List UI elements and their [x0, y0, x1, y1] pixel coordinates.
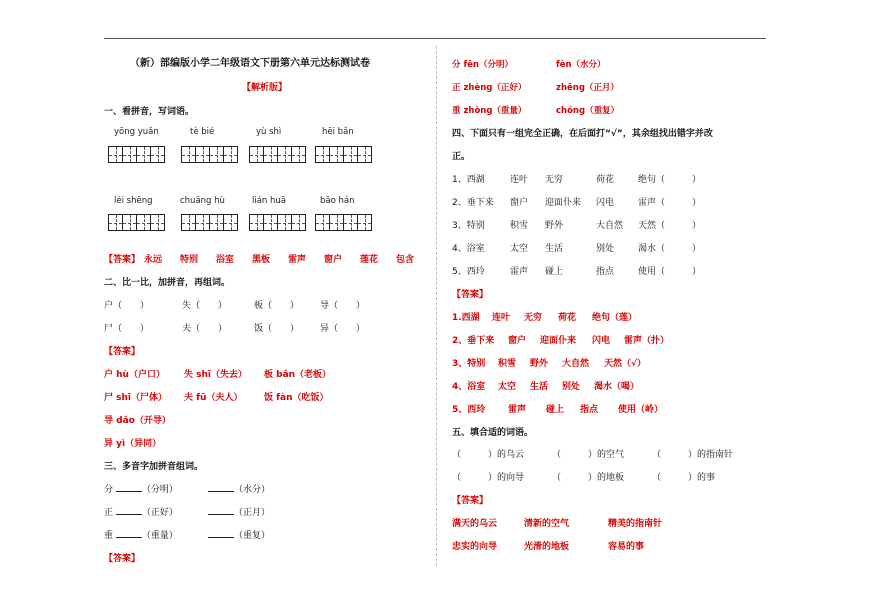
header-rule — [104, 38, 766, 39]
q3-row — [104, 482, 178, 495]
q5-answer-label: 【答案】 — [452, 496, 489, 506]
q2-answer: 异 yì（异同） — [104, 439, 162, 449]
q4-answer-label: 【答案】 — [452, 290, 489, 300]
q5-answer: 光滑的地板 — [524, 542, 570, 552]
q4-cell: 太空 — [510, 244, 529, 254]
q5-item: （ ）的事 — [652, 473, 716, 483]
q4-answer-cell: 1.西湖 — [452, 313, 480, 323]
q5-item: （ ）的向导 — [452, 473, 525, 483]
q4-cell: 1、西湖 — [452, 175, 485, 185]
q4-answer-cell: 4、浴室 — [452, 382, 486, 392]
q2-answer: 饭 fàn（吃饭） — [264, 393, 329, 403]
q1-heading: 一、看拼音，写词语。 — [104, 107, 195, 117]
answer-word: 雷声 — [288, 255, 307, 265]
answer-blank[interactable] — [116, 505, 142, 515]
q2-item: 异（ ） — [320, 324, 366, 334]
q2-item: 尸（ ） — [104, 324, 150, 334]
q2-answer: 板 bǎn（老板） — [264, 370, 332, 380]
q4-answer-cell: 别处 — [562, 382, 581, 392]
answer-word: 永远 — [144, 255, 163, 265]
q4-answer-cell: 闪电 — [592, 336, 611, 346]
q3-row — [208, 528, 270, 541]
q4-answer-cell: 3、特别 — [452, 359, 486, 369]
q4-cell: 积雪 — [510, 221, 529, 231]
q3-char: 分 — [104, 485, 114, 495]
pinyin-label: yōng yuǎn — [114, 127, 159, 137]
writing-grid[interactable] — [249, 146, 305, 163]
answer-blank[interactable] — [208, 482, 234, 492]
q3-char: 重 — [104, 531, 114, 541]
pinyin-label: lián huā — [252, 196, 287, 206]
q4-answer-cell: 迎面仆来 — [540, 336, 577, 346]
q3-answer-label: 【答案】 — [104, 554, 141, 564]
answer-word: 包含 — [396, 255, 415, 265]
q5-item: （ ）的乌云 — [452, 450, 525, 460]
q2-item: 失（ ） — [182, 301, 228, 311]
doc-title: （新）部编版小学二年级语文下册第六单元达标测试卷 — [130, 58, 370, 69]
q2-answer: 户 hù（户口） — [104, 370, 165, 380]
q3-answer: chóng（重复） — [556, 106, 620, 116]
q4-cell: 大自然 — [596, 221, 624, 231]
q4-answer-cell: 大自然 — [562, 359, 590, 369]
q4-cell: 雷声（ ） — [638, 198, 702, 208]
q4-cell: 使用（ ） — [638, 267, 702, 277]
q2-item: 导（ ） — [320, 301, 366, 311]
q4-answer-cell: 指点 — [580, 405, 599, 415]
q4-cell: 碰上 — [545, 267, 564, 277]
q4-answer-cell: 荷花 — [558, 313, 577, 323]
q3-word: （重复） — [234, 531, 271, 541]
q4-answer-cell: 雷声 — [508, 405, 527, 415]
q5-item: （ ）的地板 — [552, 473, 625, 483]
q2-heading: 二、比一比，加拼音，再组词。 — [104, 278, 231, 288]
q5-answer: 满天的乌云 — [452, 519, 498, 529]
q2-answer: 导 dǎo（开导） — [104, 416, 171, 426]
q4-cell: 天然（ ） — [638, 221, 702, 231]
writing-grid[interactable] — [315, 214, 371, 231]
left-column — [104, 46, 422, 611]
q4-heading-cont: 正。 — [452, 152, 471, 162]
q4-cell: 别处 — [596, 244, 615, 254]
writing-grid[interactable] — [108, 146, 164, 163]
pinyin-label: léi shēng — [114, 196, 153, 206]
pinyin-label: tè bié — [190, 127, 215, 137]
q4-heading: 四、下面只有一组完全正确，在后面打“√”，其余组找出错字并改 — [452, 129, 713, 139]
q2-answer-label: 【答案】 — [104, 347, 141, 357]
writing-grid[interactable] — [108, 214, 164, 231]
q2-answer: 夫 fū（夫人） — [184, 393, 243, 403]
q4-answer-cell: 窗户 — [508, 336, 527, 346]
q4-answer-cell: 渴水（喝） — [594, 382, 640, 392]
q2-item: 户（ ） — [104, 301, 150, 311]
q4-answer-cell: 无穷 — [524, 313, 543, 323]
q5-heading: 五、填合适的词语。 — [452, 428, 534, 438]
q4-cell: 4、浴室 — [452, 244, 485, 254]
q4-answer-cell: 5、西玲 — [452, 405, 486, 415]
q1-answer-label: 【答案】 — [104, 255, 141, 265]
column-divider — [436, 46, 437, 566]
q4-answer-cell: 连叶 — [492, 313, 511, 323]
q3-word: （重量） — [141, 531, 178, 541]
q5-answer: 容易的事 — [608, 542, 645, 552]
q4-cell: 生活 — [545, 244, 564, 254]
q4-answer-cell: 太空 — [498, 382, 517, 392]
answer-blank[interactable] — [116, 482, 142, 492]
q4-cell: 2、垂下来 — [452, 198, 494, 208]
q3-answer: fèn（水分） — [556, 60, 606, 70]
answer-word: 黑板 — [252, 255, 271, 265]
q4-answer-cell: 生活 — [530, 382, 549, 392]
writing-grid[interactable] — [181, 214, 237, 231]
answer-word: 特别 — [180, 255, 199, 265]
q4-answer-cell: 绝句（莲） — [592, 313, 638, 323]
writing-grid[interactable] — [315, 146, 371, 163]
q5-item: （ ）的指南针 — [652, 450, 734, 460]
q2-item: 饭（ ） — [254, 324, 300, 334]
q2-item: 夫（ ） — [182, 324, 228, 334]
pinyin-label: hēi bǎn — [322, 127, 354, 137]
q5-answer: 忠实的向导 — [452, 542, 498, 552]
q3-answer: 重 zhòng（重量） — [452, 106, 527, 116]
q5-answer: 精美的指南针 — [608, 519, 663, 529]
answer-version-badge: 【解析版】 — [242, 83, 288, 93]
writing-grid[interactable] — [249, 214, 305, 231]
q4-cell: 野外 — [545, 221, 564, 231]
q4-cell: 无穷 — [545, 175, 564, 185]
q4-answer-cell: 碰上 — [546, 405, 565, 415]
answer-word: 浴室 — [216, 255, 235, 265]
q4-answer-cell: 2、垂下来 — [452, 336, 495, 346]
q5-item: （ ）的空气 — [552, 450, 625, 460]
q3-heading: 三、多音字加拼音组词。 — [104, 462, 204, 472]
q3-answer: 分 fēn（分明） — [452, 60, 513, 70]
q3-word: （分明） — [141, 485, 178, 495]
q3-word: （正好） — [141, 508, 178, 518]
pinyin-label: chuāng hù — [180, 196, 225, 206]
answer-blank[interactable] — [208, 528, 234, 538]
right-column — [452, 46, 772, 611]
pinyin-label: yù shì — [256, 127, 282, 137]
q3-row — [208, 505, 270, 518]
q4-cell: 渴水（ ） — [638, 244, 702, 254]
q4-answer-cell: 雷声（扑） — [624, 336, 670, 346]
q3-row — [104, 505, 178, 518]
q4-answer-cell: 使用（岭） — [618, 405, 664, 415]
q4-cell: 闪电 — [596, 198, 615, 208]
answer-word: 窗户 — [324, 255, 343, 265]
q4-answer-cell: 天然（√） — [604, 359, 647, 369]
q3-word: （水分） — [234, 485, 271, 495]
q4-answer-cell: 积雪 — [498, 359, 517, 369]
q4-cell: 荷花 — [596, 175, 615, 185]
q4-answer-cell: 野外 — [530, 359, 549, 369]
q3-row — [104, 528, 178, 541]
q4-cell: 绝句（ ） — [638, 175, 702, 185]
q4-cell: 窗户 — [510, 198, 529, 208]
q4-cell: 雷声 — [510, 267, 529, 277]
q3-answer: 正 zhèng（正好） — [452, 83, 527, 93]
q2-item: 板（ ） — [254, 301, 300, 311]
q4-cell: 连叶 — [510, 175, 529, 185]
q2-answer: 尸 shī（尸体） — [104, 393, 167, 403]
q3-char: 正 — [104, 508, 114, 518]
answer-blank[interactable] — [208, 505, 234, 515]
q3-row — [208, 482, 270, 495]
q4-cell: 5、西玲 — [452, 267, 485, 277]
q3-word: （正月） — [234, 508, 271, 518]
q2-answer: 失 shī（失去） — [184, 370, 247, 380]
q5-answer: 清新的空气 — [524, 519, 570, 529]
q3-answer: zhēng（正月） — [556, 83, 619, 93]
pinyin-label: bāo hán — [320, 196, 355, 206]
q4-cell: 3、特别 — [452, 221, 485, 231]
q4-cell: 迎面仆来 — [545, 198, 582, 208]
q4-cell: 指点 — [596, 267, 615, 277]
writing-grid[interactable] — [181, 146, 237, 163]
answer-blank[interactable] — [116, 528, 142, 538]
answer-word: 莲花 — [360, 255, 379, 265]
